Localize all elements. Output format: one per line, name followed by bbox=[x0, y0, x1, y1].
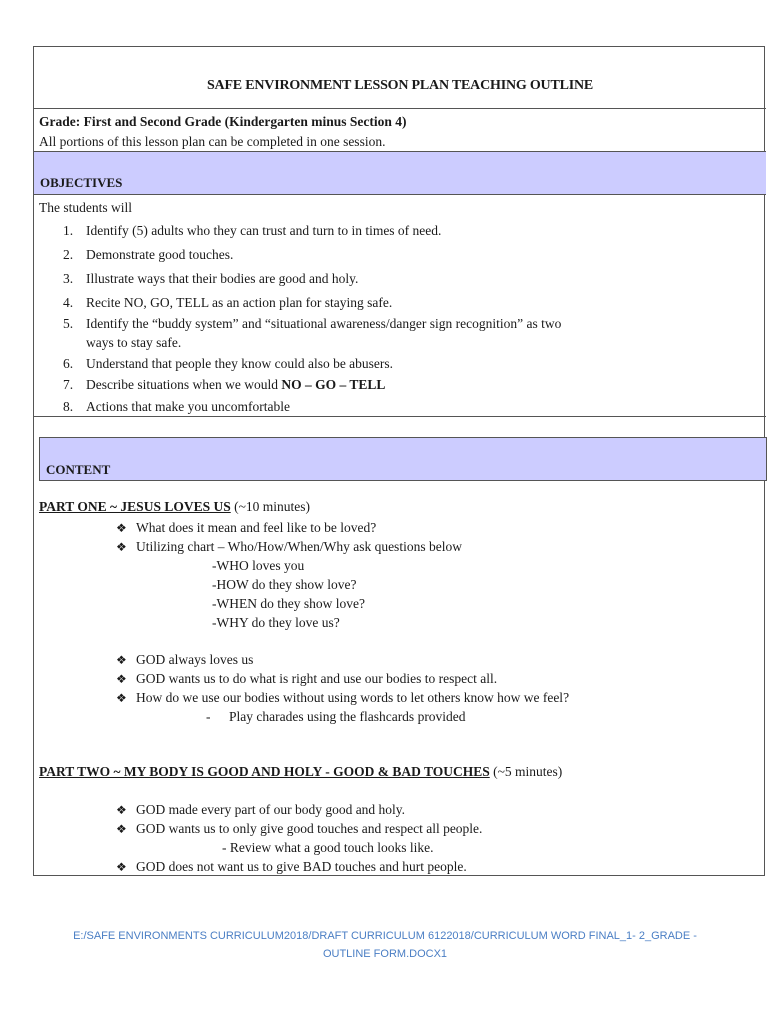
dash-marker: - bbox=[206, 709, 211, 724]
content-band bbox=[39, 437, 767, 481]
bullet-text: GOD wants us to do what is right and use our bodies to respect all. bbox=[136, 671, 498, 686]
objective-item: Identify (5) adults who they can trust and turn to in times of need. bbox=[86, 223, 442, 238]
objectives-band bbox=[34, 151, 766, 195]
bullet-item bbox=[116, 671, 497, 687]
objective-item: Identify the “buddy system” and “situational awareness/danger sign recognition” as two bbox=[86, 316, 562, 331]
objectives-intro: The students will bbox=[39, 200, 132, 215]
page-title: SAFE ENVIRONMENT LESSON PLAN TEACHING OUTLINE bbox=[206, 78, 594, 93]
objective-item: Illustrate ways that their bodies are good and holy. bbox=[86, 271, 359, 286]
diamond-bullet-icon: ❖ bbox=[116, 691, 127, 705]
bullet-text: GOD does not want us to give BAD touches and hurt people. bbox=[136, 859, 467, 874]
objective-item: Recite NO, GO, TELL as an action plan for staying safe. bbox=[86, 295, 393, 310]
bullet-item bbox=[116, 520, 376, 536]
objective-number: 4. bbox=[63, 295, 74, 310]
divider bbox=[34, 108, 766, 109]
divider bbox=[34, 416, 766, 417]
bullet-item bbox=[116, 539, 462, 555]
diamond-bullet-icon: ❖ bbox=[116, 540, 127, 554]
bullet-text: How do we use our bodies without using words to let others know how we feel? bbox=[136, 690, 570, 705]
bullet-text: GOD always loves us bbox=[136, 652, 254, 667]
objective-item-text: Describe situations when we would bbox=[86, 377, 278, 392]
footer-line: OUTLINE FORM.DOCX1 bbox=[322, 948, 448, 960]
no-go-tell-phrase: NO – GO – TELL bbox=[281, 377, 386, 392]
lesson-plan-table bbox=[33, 46, 765, 876]
bullet-item bbox=[116, 690, 569, 706]
charades-activity: Play charades using the flashcards provided bbox=[229, 709, 466, 724]
bullet-text: GOD made every part of our body good and holy. bbox=[136, 802, 406, 817]
bullet-text: What does it mean and feel like to be loved? bbox=[136, 520, 377, 535]
objective-item bbox=[86, 377, 385, 393]
bullet-text: GOD wants us to only give good touches and respect all people. bbox=[136, 821, 483, 836]
diamond-bullet-icon: ❖ bbox=[116, 521, 127, 535]
part-two-duration: (~5 minutes) bbox=[489, 764, 563, 779]
objective-number: 6. bbox=[63, 356, 74, 371]
objective-number: 3. bbox=[63, 271, 74, 286]
chart-question: -WHEN do they show love? bbox=[212, 596, 365, 611]
diamond-bullet-icon: ❖ bbox=[116, 860, 127, 874]
part-one-title: PART ONE ~ JESUS LOVES US bbox=[39, 499, 231, 514]
objective-number: 8. bbox=[63, 399, 74, 414]
session-note: All portions of this lesson plan can be completed in one session. bbox=[39, 134, 386, 149]
file-path-footer bbox=[0, 927, 770, 963]
objective-item-continuation: ways to stay safe. bbox=[86, 335, 182, 350]
diamond-bullet-icon: ❖ bbox=[116, 803, 127, 817]
objective-number: 2. bbox=[63, 247, 74, 262]
part-one-heading bbox=[39, 499, 310, 515]
objective-number: 1. bbox=[63, 223, 74, 238]
grade-line: Grade: First and Second Grade (Kindergarten minus Section 4) bbox=[39, 114, 407, 129]
bullet-item bbox=[116, 859, 467, 875]
diamond-bullet-icon: ❖ bbox=[116, 653, 127, 667]
part-one-duration: (~10 minutes) bbox=[230, 499, 311, 514]
objective-item: Actions that make you uncomfortable bbox=[86, 399, 290, 414]
part-two-heading bbox=[39, 764, 562, 780]
objective-number: 5. bbox=[63, 316, 74, 331]
chart-question: -WHO loves you bbox=[212, 558, 305, 573]
objective-number: 7. bbox=[63, 377, 74, 392]
footer-line: E:/SAFE ENVIRONMENTS CURRICULUM2018/DRAFT CURRICULUM 6122018/CURRICULUM WORD FINAL_1- 2_GRADE - bbox=[73, 930, 697, 942]
good-touch-review: - Review what a good touch looks like. bbox=[222, 840, 434, 855]
bullet-item bbox=[116, 652, 253, 668]
chart-question: -WHY do they love us? bbox=[212, 615, 340, 630]
objective-item: Understand that people they know could also be abusers. bbox=[86, 356, 394, 371]
bullet-item bbox=[116, 821, 482, 837]
objectives-heading: OBJECTIVES bbox=[40, 175, 123, 190]
chart-question: -HOW do they show love? bbox=[212, 577, 357, 592]
bullet-item bbox=[116, 802, 405, 818]
part-two-title: PART TWO ~ MY BODY IS GOOD AND HOLY - GOOD & BAD TOUCHES bbox=[39, 764, 490, 779]
objective-item: Demonstrate good touches. bbox=[86, 247, 234, 262]
diamond-bullet-icon: ❖ bbox=[116, 822, 127, 836]
bullet-text: Utilizing chart – Who/How/When/Why ask questions below bbox=[136, 539, 462, 554]
diamond-bullet-icon: ❖ bbox=[116, 672, 127, 686]
content-heading: CONTENT bbox=[46, 462, 111, 477]
